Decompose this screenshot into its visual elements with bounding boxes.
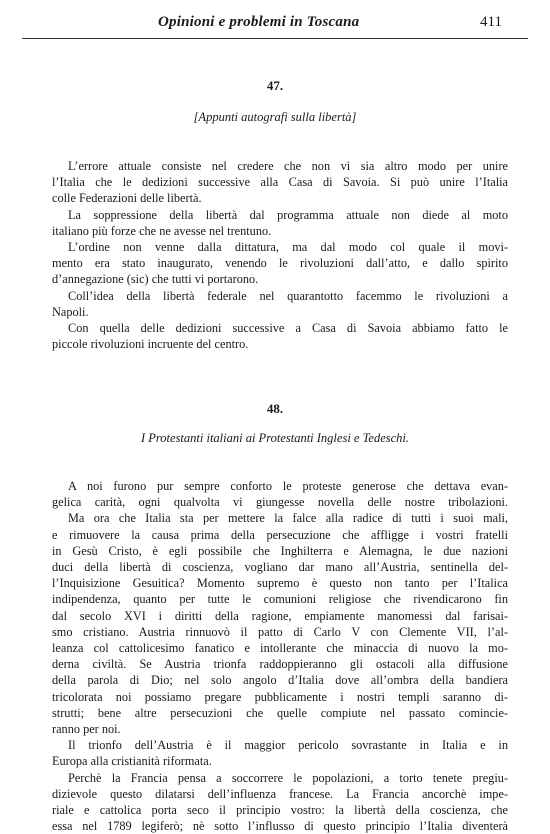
text-line: l’Italia che le dedizioni successive alla Casa di Savoia. Si può unire l’Italia xyxy=(52,175,508,190)
page-number: 411 xyxy=(480,14,502,30)
text-line: indipendenza, quanto per tutte le comunioni religiose che rivendicarono fin xyxy=(52,592,508,607)
text-line: essa nel 1789 legiferò; nè sotto l’influsso di questo principio l’Italia diventerà xyxy=(52,819,508,834)
text-line: A noi furono pur sempre conforto le proteste generose che dettava evan- xyxy=(68,479,508,493)
section-48-number: 48. xyxy=(266,401,284,416)
text-line: piccole rivoluzioni incruente del centro. xyxy=(52,337,249,352)
header-rule xyxy=(22,38,528,39)
text-line: tricolorata noi possiamo pregare pubblicamente i nostri templi saranno di- xyxy=(52,689,508,704)
text-line: gelica carità, ogni qualvolta vi giungesse novella delle nostre tribolazioni. xyxy=(52,495,508,510)
text-line: Napoli. xyxy=(52,304,89,319)
text-line: derna civiltà. Se Austria trionfa raddoppieranno gli ostacoli alla diffusione xyxy=(52,657,508,672)
section-48-body xyxy=(52,478,508,834)
section-47-title: [Appunti autografi sulla libertà] xyxy=(193,110,357,124)
running-title: Opinioni e problemi in Toscana xyxy=(158,14,360,30)
text-line: Perchè la Francia pensa a soccorrere le popolazioni, a torto tenete pregiu- xyxy=(68,770,508,785)
text-line: Europa alla cristianità riformata. xyxy=(52,754,212,769)
text-line: Con quella delle dedizioni successive a Casa di Savoia abbiamo fatto le xyxy=(68,321,508,336)
text-line: Il trionfo dell’Austria è il maggior pericolo sovrastante in Italia e in xyxy=(68,738,508,753)
section-48-title: I Protestanti italiani ai Protestanti Inglesi e Tedeschi. xyxy=(140,431,410,445)
text-line: Coll’idea della libertà federale nel quarantotto facemmo le rivoluzioni a xyxy=(68,288,508,303)
text-line: Ma ora che Italia sta per mettere la falce alla radice di tutti i suoi mali, xyxy=(68,511,508,526)
text-line: La soppressione della libertà dal programma attuale non diede al moto xyxy=(68,207,508,222)
text-line: colle Federazioni delle libertà. xyxy=(52,191,202,206)
text-line: mento era stato inaugurato, venendo le rivoluzioni dall’atto, e dallo spirito xyxy=(52,256,508,271)
page-header xyxy=(20,12,530,40)
text-line: l’Inquisizione Gesuitica? Momento supremo è questo non tanto per l’Italica xyxy=(52,576,508,591)
text-line: ranno per noi. xyxy=(52,722,121,737)
text-line: dizievole questo dilatarsi dell’influenza francese. La Francia ancorchè impe- xyxy=(52,786,508,801)
text-line: L’errore attuale consiste nel credere che non vi sia altro modo per unire xyxy=(68,159,508,173)
text-line: strutti; bene altre persecuzioni che quelle compiute nel passato comincie- xyxy=(52,705,508,720)
text-line: in Gesù Cristo, è egli possibile che Inghilterra e Alemagna, le due nazioni xyxy=(52,543,508,558)
text-line: duci della libertà di coscienza, vogliano dar mano all’Austria, sentinella del- xyxy=(52,560,508,575)
text-line: della parola di Dio; nel solo angolo d’Italia dove all’ombra della bandiera xyxy=(52,673,508,688)
section-47-number: 47. xyxy=(266,78,284,93)
text-line: riale e cattolica porta seco il principio vostro: la libertà della coscienza, che xyxy=(52,803,508,818)
text-line: d’annegazione (sic) che tutti vi portarono. xyxy=(52,272,259,287)
text-line: italiano più forze che ne avesse nel trentuno. xyxy=(52,223,272,238)
text-line: L’ordine non venne dalla dittatura, ma dal modo col quale il movi- xyxy=(68,240,508,255)
text-line: e rimuovere la causa prima della persecuzione che affligge i vostri fratelli xyxy=(52,527,508,542)
text-line: dal secolo XVI i diritti della ragione, empiamente manomessi dal farisai- xyxy=(52,608,508,623)
text-line: leanza col cattolicesimo fanatico e intollerante che minaccia di nuovo la mo- xyxy=(52,641,508,656)
section-47-body xyxy=(52,158,508,352)
text-line: smo cristiano. Austria rinnuovò il patto di Carlo V con Clemente VII, l’al- xyxy=(52,624,508,639)
